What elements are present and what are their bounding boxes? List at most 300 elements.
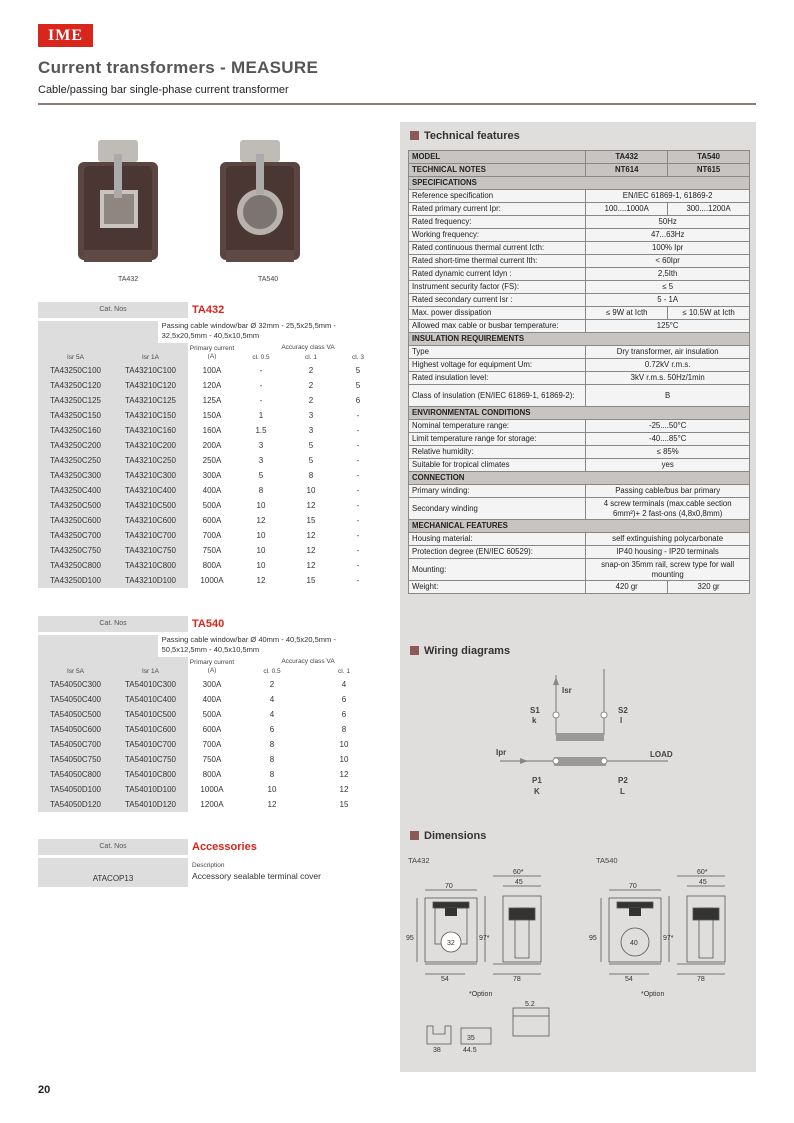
spec-label: Working frequency: [409, 229, 586, 242]
primary-current: 300A [202, 680, 222, 689]
class-05-va: 8 [269, 755, 275, 764]
class-05-va: 4 [269, 710, 275, 719]
col-class-1: cl. 1 [338, 668, 350, 675]
class-05-va: 8 [258, 486, 264, 495]
bullet-square-icon [410, 831, 419, 840]
page-title: Current transformers - MEASURE [38, 58, 319, 77]
table-row [38, 543, 380, 558]
primary-current: 100A [202, 366, 222, 375]
spec-label: Highest voltage for equipment Um: [409, 359, 586, 372]
class-3-va: - [356, 411, 360, 420]
primary-current: 150A [202, 411, 222, 420]
code-5a: TA43250C125 [38, 393, 113, 408]
ta432-photo-caption: TA432 [118, 276, 139, 283]
class-1-va: 2 [308, 381, 314, 390]
class-3-va: - [356, 531, 360, 540]
dim-5-2: 5.2 [525, 1001, 535, 1008]
spec-label: Rated secondary current Isr : [409, 294, 586, 307]
spec-label: Nominal temperature range: [409, 420, 586, 433]
ta432-heading: TA432 [192, 304, 225, 316]
dim-54-b: 54 [625, 976, 633, 983]
section-header: SPECIFICATIONS [409, 177, 750, 190]
spec-row [409, 190, 750, 203]
code-5a: TA54050C300 [38, 677, 113, 692]
col-isr-1a: Isr 1A [113, 667, 188, 677]
class-1-va: 3 [308, 426, 314, 435]
p1-label: P1 [532, 776, 542, 785]
class-05-va: 10 [267, 785, 277, 794]
spec-value: 0.72kV r.m.s. [586, 359, 750, 372]
spec-row [409, 533, 750, 546]
class-1-va: 8 [341, 725, 347, 734]
table-row [38, 707, 380, 722]
table-row [38, 378, 380, 393]
dim-40: 40 [630, 940, 638, 947]
spec-label: Limit temperature range for storage: [409, 433, 586, 446]
spec-value: self extinguishing polycarbonate [586, 533, 750, 546]
code-5a: TA54050D120 [38, 797, 113, 812]
spec-row [409, 294, 750, 307]
primary-current: 300A [202, 471, 222, 480]
spec-value-ta432: TA432 [586, 151, 668, 164]
spec-value-ta432: 100....1000A [586, 203, 668, 216]
s1-label: S1 [530, 706, 540, 715]
spec-row [409, 581, 750, 594]
spec-label: Class of insulation (EN/IEC 61869-1, 61869-2): [409, 385, 586, 407]
ta540-product-photo [212, 138, 312, 273]
bullet-square-icon [410, 646, 419, 655]
accessory-code: ATACOP13 [38, 858, 188, 887]
table-row [38, 722, 380, 737]
class-1-va: 2 [308, 366, 314, 375]
class-1-va: 5 [308, 456, 314, 465]
spec-label: Suitable for tropical climates [409, 459, 586, 472]
code-5a: TA43250C100 [38, 363, 113, 378]
table-row [38, 468, 380, 483]
dim-60-a: 60* [513, 869, 524, 876]
technical-features-heading [410, 130, 520, 142]
code-1a: TA54010D100 [113, 782, 188, 797]
class-3-va: - [356, 486, 360, 495]
code-column-shade [38, 321, 158, 343]
spec-value: Dry transformer, air insulation [586, 346, 750, 359]
load-label: LOAD [650, 750, 673, 759]
code-1a: TA54010C750 [113, 752, 188, 767]
class-1-va: 6 [341, 710, 347, 719]
spec-value: 100% Ipr [586, 242, 750, 255]
spec-value: < 60Ipr [586, 255, 750, 268]
spec-value: 5 - 1A [586, 294, 750, 307]
class-1-va: 12 [306, 531, 316, 540]
wiring-diagram [480, 665, 690, 805]
spec-label: Relative humidity: [409, 446, 586, 459]
ta540-heading: TA540 [192, 618, 225, 630]
spec-row [409, 177, 750, 190]
spec-value: 2,5Ith [586, 268, 750, 281]
primary-current: 200A [202, 441, 222, 450]
spec-value-ta432: 420 gr [586, 581, 668, 594]
code-5a: TA54050C500 [38, 707, 113, 722]
class-05-va: - [259, 366, 263, 375]
spec-value: yes [586, 459, 750, 472]
ta432-product-table [38, 302, 380, 588]
isr-label: Isr [562, 686, 572, 695]
code-5a: TA43250C800 [38, 558, 113, 573]
spec-label: Rated dynamic current Idyn : [409, 268, 586, 281]
col-class-05: cl. 0.5 [263, 668, 281, 675]
class-05-va: 10 [256, 501, 266, 510]
cat-nos-label: Cat. Nos [38, 839, 188, 855]
spec-value: IP40 housing - IP20 terminals [586, 546, 750, 559]
class-05-va: 8 [269, 740, 275, 749]
k-label: K [534, 787, 540, 796]
class-05-va: - [259, 381, 263, 390]
table-row [38, 737, 380, 752]
class-05-va: 6 [269, 725, 275, 734]
brand-logo: IME [38, 24, 93, 47]
primary-current: 125A [202, 396, 222, 405]
class-3-va: 5 [355, 381, 361, 390]
table-row [38, 528, 380, 543]
class-3-va: 5 [355, 366, 361, 375]
spec-value: 50Hz [586, 216, 750, 229]
class-05-va: 12 [256, 576, 266, 585]
spec-label: Instrument security factor (FS): [409, 281, 586, 294]
spec-value: 3kV r.m.s. 50Hz/1min [586, 372, 750, 385]
spec-row [409, 372, 750, 385]
code-5a: TA43250C500 [38, 498, 113, 513]
spec-label: Secondary winding [409, 498, 586, 520]
wiring-diagrams-title: Wiring diagrams [424, 645, 511, 657]
code-5a: TA43250C250 [38, 453, 113, 468]
table-row [38, 752, 380, 767]
section-header: INSULATION REQUIREMENTS [409, 333, 750, 346]
table-row [38, 423, 380, 438]
spec-value-ta540: TA540 [668, 151, 750, 164]
col-primary-current: Primary current (A) [189, 659, 235, 674]
dim-45-b: 45 [699, 879, 707, 886]
cat-nos-label: Cat. Nos [38, 302, 188, 318]
spec-row [409, 559, 750, 581]
primary-current: 1200A [200, 800, 224, 809]
table-row [38, 573, 380, 588]
spec-row [409, 216, 750, 229]
code-1a: TA43210C500 [113, 498, 188, 513]
wiring-diagrams-heading [410, 645, 510, 657]
dim-95-b: 95 [589, 935, 597, 942]
col-class-1: cl. 1 [305, 354, 317, 361]
class-05-va: 10 [256, 561, 266, 570]
option-note-a: *Option [469, 991, 493, 998]
class-1-va: 12 [306, 561, 316, 570]
section-header: ENVIRONMENTAL CONDITIONS [409, 407, 750, 420]
code-1a: TA43210C200 [113, 438, 188, 453]
dim-54-a: 54 [441, 976, 449, 983]
col-class-05: cl. 0.5 [252, 354, 270, 361]
primary-current: 1000A [200, 576, 224, 585]
spec-row [409, 459, 750, 472]
spec-value-ta540: 320 gr [668, 581, 750, 594]
code-1a: TA43210C300 [113, 468, 188, 483]
class-3-va: - [356, 576, 360, 585]
spec-label: Housing material: [409, 533, 586, 546]
col-isr-5a: Isr 5A [38, 353, 113, 363]
spec-label: Rated continuous thermal current Icth: [409, 242, 586, 255]
class-1-va: 3 [308, 411, 314, 420]
table-row [38, 767, 380, 782]
spec-label: Rated short-time thermal current Ith: [409, 255, 586, 268]
class-1-va: 12 [306, 501, 316, 510]
code-5a: TA43250C750 [38, 543, 113, 558]
spec-value-ta540: ≤ 10.5W at Icth [668, 307, 750, 320]
code-5a: TA43250C700 [38, 528, 113, 543]
class-3-va: - [356, 441, 360, 450]
dim-70-b: 70 [629, 883, 637, 890]
table-row [38, 498, 380, 513]
technical-features-title: Technical features [424, 130, 520, 142]
l-small-label: l [620, 716, 623, 725]
primary-current: 600A [202, 725, 222, 734]
class-3-va: - [356, 456, 360, 465]
spec-row [409, 164, 750, 177]
spec-value-ta432: ≤ 9W at Icth [586, 307, 668, 320]
table-row [38, 677, 380, 692]
table-row [38, 408, 380, 423]
code-1a: TA43210C120 [113, 378, 188, 393]
code-1a: TA54010C600 [113, 722, 188, 737]
class-3-va: - [356, 501, 360, 510]
class-1-va: 12 [306, 546, 316, 555]
header-divider [38, 103, 756, 105]
primary-current: 500A [202, 501, 222, 510]
table-row [38, 692, 380, 707]
spec-row [409, 420, 750, 433]
spec-row [409, 255, 750, 268]
class-05-va: 3 [258, 441, 264, 450]
primary-current: 250A [202, 456, 222, 465]
spec-row [409, 307, 750, 320]
spec-value: ≤ 85% [586, 446, 750, 459]
code-5a: TA54050C400 [38, 692, 113, 707]
primary-current: 700A [202, 531, 222, 540]
code-1a: TA54010C400 [113, 692, 188, 707]
accessories-table [38, 839, 380, 887]
primary-current: 160A [202, 426, 222, 435]
class-3-va: - [356, 516, 360, 525]
page-number: 20 [38, 1084, 51, 1096]
spec-value: EN/IEC 61869-1, 61869-2 [586, 190, 750, 203]
dim-95-a: 95 [406, 935, 414, 942]
primary-current: 400A [202, 695, 222, 704]
code-1a: TA54010D120 [113, 797, 188, 812]
table-row [38, 453, 380, 468]
spec-row [409, 485, 750, 498]
spec-value: 125°C [586, 320, 750, 333]
class-1-va: 15 [306, 576, 316, 585]
table-row [38, 393, 380, 408]
class-05-va: 10 [256, 546, 266, 555]
spec-label: Primary winding: [409, 485, 586, 498]
spec-value: B [586, 385, 750, 407]
table-row [38, 483, 380, 498]
class-05-va: 5 [258, 471, 264, 480]
code-5a: TA54050C700 [38, 737, 113, 752]
spec-row [409, 242, 750, 255]
spec-row [409, 472, 750, 485]
ta432-window-description: Passing cable window/bar Ø 32mm - 25,5x25,5mm - 32,5x20,5mm - 40,5x10,5mm [161, 321, 336, 340]
code-5a: TA54050C750 [38, 752, 113, 767]
dimensions-title: Dimensions [424, 830, 487, 842]
ta432-product-photo [70, 138, 170, 273]
spec-label: Weight: [409, 581, 586, 594]
code-5a: TA54050C800 [38, 767, 113, 782]
ipr-label: Ipr [496, 748, 507, 757]
spec-row [409, 407, 750, 420]
code-5a: TA54050D100 [38, 782, 113, 797]
code-1a: TA43210C400 [113, 483, 188, 498]
col-primary-current: Primary current (A) [189, 345, 235, 360]
code-1a: TA43210C160 [113, 423, 188, 438]
class-05-va: 8 [269, 770, 275, 779]
class-05-va: 10 [256, 531, 266, 540]
class-1-va: 4 [341, 680, 347, 689]
primary-current: 700A [202, 740, 222, 749]
class-1-va: 12 [339, 785, 349, 794]
class-05-va: 12 [267, 800, 277, 809]
code-5a: TA43250C300 [38, 468, 113, 483]
code-5a: TA43250C120 [38, 378, 113, 393]
page-subtitle: Cable/passing bar single-phase current transformer [38, 84, 289, 96]
ta432-dimension-label: TA432 [408, 856, 430, 865]
spec-label: Rated frequency: [409, 216, 586, 229]
spec-row [409, 151, 750, 164]
spec-label: Type [409, 346, 586, 359]
code-1a: TA54010C800 [113, 767, 188, 782]
class-05-va: - [259, 396, 263, 405]
spec-value: snap-on 35mm rail, screw type for wall mounting [586, 559, 750, 581]
s2-label: S2 [618, 706, 628, 715]
primary-current: 600A [202, 516, 222, 525]
code-5a: TA43250D100 [38, 573, 113, 588]
isr-arrow-icon [553, 677, 559, 685]
spec-value: ≤ 5 [586, 281, 750, 294]
dim-78-b: 78 [697, 976, 705, 983]
class-1-va: 12 [339, 770, 349, 779]
code-1a: TA43210C700 [113, 528, 188, 543]
dimension-drawings [405, 868, 755, 1058]
class-1-va: 6 [341, 695, 347, 704]
class-05-va: 1.5 [255, 426, 267, 435]
code-1a: TA54010C300 [113, 677, 188, 692]
dim-97-a: 97* [479, 935, 490, 942]
class-3-va: 6 [355, 396, 361, 405]
code-5a: TA54050C600 [38, 722, 113, 737]
primary-current: 750A [202, 546, 222, 555]
section-header: MECHANICAL FEATURES [409, 520, 750, 533]
class-1-va: 10 [339, 755, 349, 764]
spec-label: Rated primary current Ipr: [409, 203, 586, 216]
class-1-va: 15 [306, 516, 316, 525]
ta540-photo-caption: TA540 [258, 276, 279, 283]
primary-current: 750A [202, 755, 222, 764]
primary-current: 120A [202, 381, 222, 390]
dim-44-5: 44.5 [463, 1047, 477, 1054]
ipr-arrow-icon [520, 758, 528, 764]
class-1-va: 10 [339, 740, 349, 749]
spec-row [409, 520, 750, 533]
code-5a: TA43250C160 [38, 423, 113, 438]
table-row [38, 363, 380, 378]
p2-label: P2 [618, 776, 628, 785]
code-1a: TA43210C800 [113, 558, 188, 573]
code-1a: TA43210C150 [113, 408, 188, 423]
code-1a: TA43210D100 [113, 573, 188, 588]
spec-row [409, 446, 750, 459]
code-5a: TA43250C200 [38, 438, 113, 453]
ta540-rows-table [38, 657, 380, 812]
ta432-rows-table [38, 343, 380, 588]
spec-value: -25....50°C [586, 420, 750, 433]
spec-row [409, 281, 750, 294]
spec-value-ta540: 300....1200A [668, 203, 750, 216]
l-label: L [620, 787, 625, 796]
spec-value-ta540: NT615 [668, 164, 750, 177]
section-header: CONNECTION [409, 472, 750, 485]
class-1-va: 5 [308, 441, 314, 450]
class-1-va: 8 [308, 471, 314, 480]
code-1a: TA54010C700 [113, 737, 188, 752]
primary-current: 800A [202, 770, 222, 779]
table-row [38, 438, 380, 453]
spec-label: Allowed max cable or busbar temperature: [409, 320, 586, 333]
col-isr-1a: Isr 1A [113, 353, 188, 363]
code-1a: TA43210C100 [113, 363, 188, 378]
spec-row [409, 203, 750, 216]
class-05-va: 12 [256, 516, 266, 525]
code-1a: TA43210C750 [113, 543, 188, 558]
spec-row [409, 546, 750, 559]
primary-conductor [554, 757, 606, 766]
col-accuracy-class: Accuracy class VA [281, 658, 335, 665]
class-05-va: 3 [258, 456, 264, 465]
code-5a: TA43250C600 [38, 513, 113, 528]
spec-value: Passing cable/bus bar primary [586, 485, 750, 498]
cat-nos-label: Cat. Nos [38, 616, 188, 632]
spec-label: MODEL [409, 151, 586, 164]
accessory-description: Accessory sealable terminal cover [192, 871, 321, 881]
col-accuracy-class: Accuracy class VA [281, 344, 335, 351]
class-3-va: - [356, 471, 360, 480]
code-1a: TA43210C600 [113, 513, 188, 528]
primary-current: 800A [202, 561, 222, 570]
code-1a: TA43210C250 [113, 453, 188, 468]
spec-value-ta432: NT614 [586, 164, 668, 177]
class-05-va: 4 [269, 695, 275, 704]
spec-label: Rated insulation level: [409, 372, 586, 385]
class-1-va: 15 [339, 800, 349, 809]
table-row [38, 558, 380, 573]
primary-current: 400A [202, 486, 222, 495]
spec-row [409, 498, 750, 520]
bullet-square-icon [410, 131, 419, 140]
dim-38: 38 [433, 1047, 441, 1054]
class-1-va: 10 [306, 486, 316, 495]
spec-row [409, 268, 750, 281]
k-small-label: k [532, 716, 537, 725]
dim-32: 32 [447, 940, 455, 947]
dimensions-heading [410, 830, 486, 842]
spec-row [409, 433, 750, 446]
